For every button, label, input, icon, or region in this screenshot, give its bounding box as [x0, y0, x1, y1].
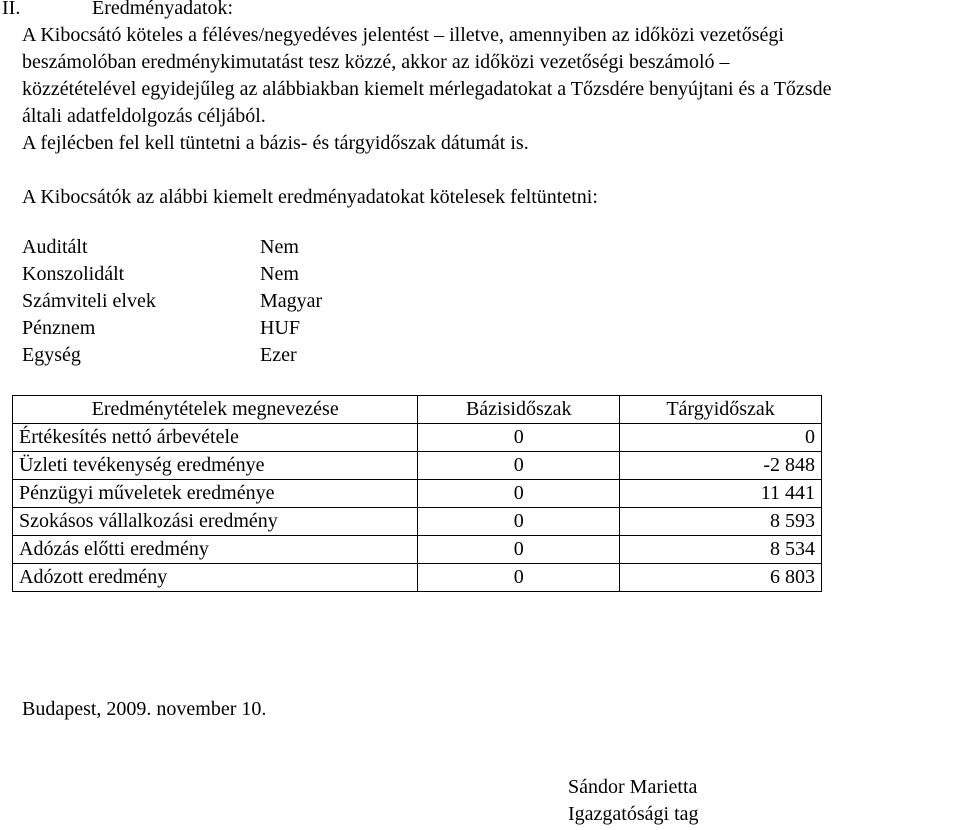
table-row	[13, 452, 822, 480]
table-row-total	[13, 564, 822, 592]
base-period-cell: 0	[418, 564, 620, 592]
meta-value: Nem	[260, 263, 299, 285]
meta-label: Pénznem	[22, 317, 96, 339]
meta-value: Ezer	[260, 344, 297, 366]
table-header-row	[13, 396, 822, 424]
target-period-cell: 8 593	[620, 508, 822, 536]
meta-label: Egység	[22, 344, 81, 366]
lead-sentence: A Kibocsátók az alábbi kiemelt eredményadatokat kötelesek feltüntetni:	[22, 186, 598, 208]
signatory-title: Igazgatósági tag	[568, 803, 699, 825]
meta-value: Magyar	[260, 290, 323, 312]
signatory-name: Sándor Marietta	[568, 776, 698, 798]
table-row	[13, 424, 822, 452]
base-period-cell: 0	[418, 536, 620, 564]
section-title: Eredményadatok:	[92, 0, 234, 19]
column-header: Eredménytételek megnevezése	[13, 396, 418, 424]
item-name-cell: Szokásos vállalkozási eredmény	[13, 508, 418, 536]
section-number: II.	[2, 0, 21, 19]
item-name-cell: Üzleti tevékenység eredménye	[13, 452, 418, 480]
target-period-cell: 6 803	[620, 564, 822, 592]
base-period-cell: 0	[418, 452, 620, 480]
base-period-cell: 0	[418, 480, 620, 508]
meta-label: Konszolidált	[22, 263, 125, 285]
target-period-cell: 8 534	[620, 536, 822, 564]
intro-line: A Kibocsátó köteles a féléves/negyedéves jelentést – illetve, amennyiben az időközi vezetőségi	[22, 24, 784, 46]
column-header: Tárgyidőszak	[620, 396, 822, 424]
meta-label: Számviteli elvek	[22, 290, 156, 312]
target-period-cell: -2 848	[620, 452, 822, 480]
base-period-cell: 0	[418, 508, 620, 536]
table-row	[13, 508, 822, 536]
target-period-cell: 0	[620, 424, 822, 452]
intro-line: közzétételével egyidejűleg az alábbiakban kiemelt mérlegadatokat a Tőzsdére benyújtani és a Tőzsde	[22, 78, 832, 100]
item-name-cell: Értékesítés nettó árbevétele	[13, 424, 418, 452]
item-name-cell: Adózott eredmény	[13, 564, 418, 592]
target-period-cell: 11 441	[620, 480, 822, 508]
place-and-date: Budapest, 2009. november 10.	[22, 698, 267, 720]
meta-value: HUF	[260, 317, 301, 339]
table-row	[13, 480, 822, 508]
intro-line: általi adatfeldolgozás céljából.	[22, 105, 266, 127]
item-name-cell: Pénzügyi műveletek eredménye	[13, 480, 418, 508]
table-row	[13, 536, 822, 564]
results-table	[12, 395, 822, 592]
intro-line: beszámolóban eredménykimutatást tesz közzé, akkor az időközi vezetőségi beszámoló –	[22, 51, 730, 73]
column-header: Bázisidőszak	[418, 396, 620, 424]
meta-value: Nem	[260, 236, 299, 258]
intro-line: A fejlécben fel kell tüntetni a bázis- és tárgyidőszak dátumát is.	[22, 132, 529, 154]
base-period-cell: 0	[418, 424, 620, 452]
item-name-cell: Adózás előtti eredmény	[13, 536, 418, 564]
meta-label: Auditált	[22, 236, 88, 258]
